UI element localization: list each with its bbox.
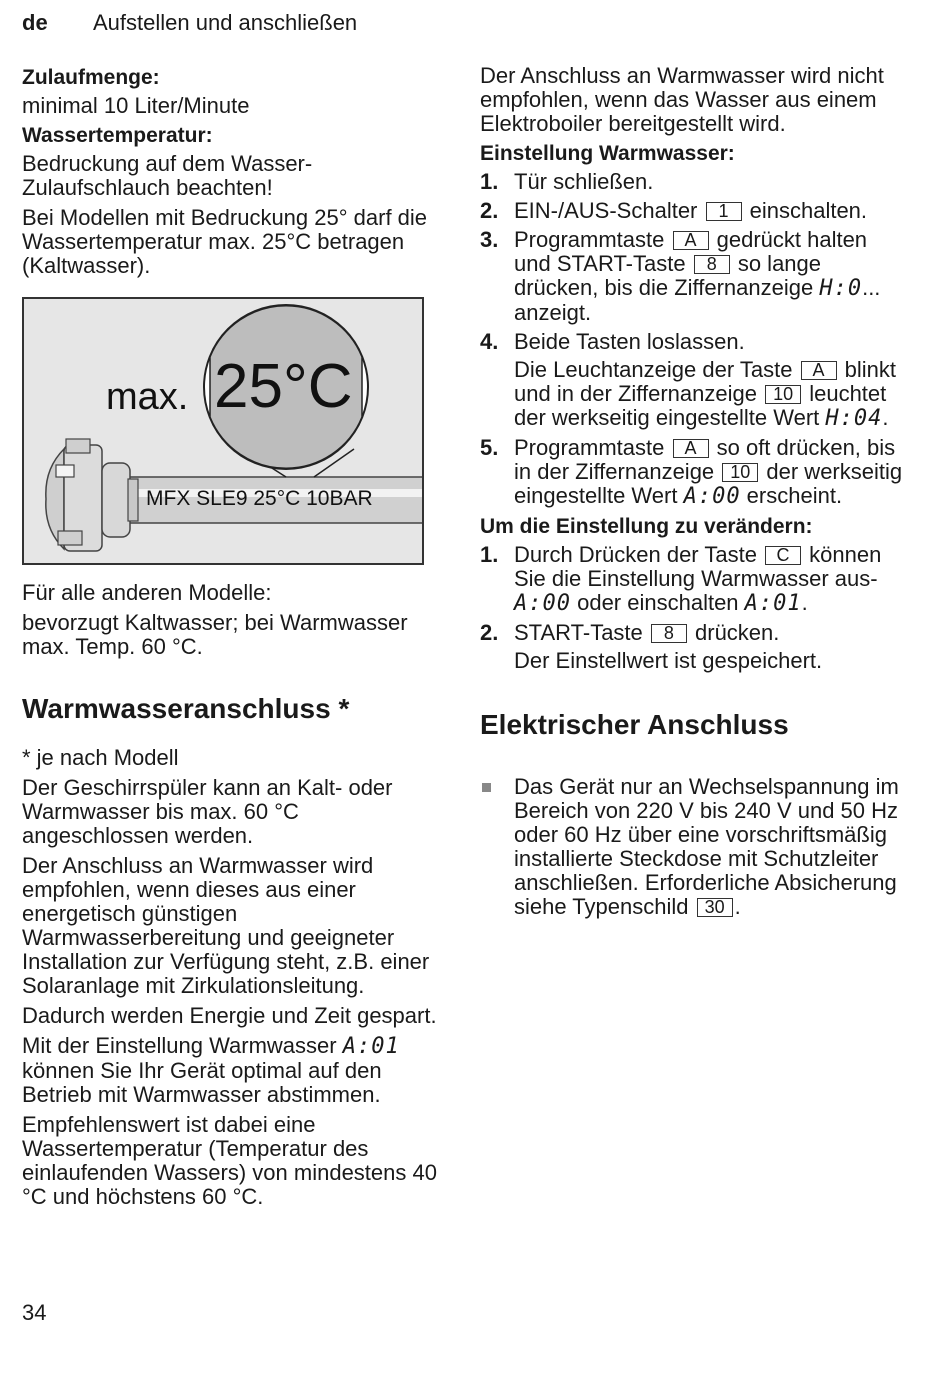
left-column [22, 64, 442, 284]
left-column-lower [22, 581, 442, 1215]
display-code: H:04 [825, 406, 883, 431]
change-step-2-continued: Der Einstellwert ist gespeichert. [514, 648, 823, 673]
other-models-heading: Für alle anderen Modelle: [22, 580, 272, 605]
key-label: C [765, 546, 801, 565]
key-label: 8 [651, 624, 687, 643]
temperature-limit-text: Bei Modellen mit Bedruckung 25° darf die Wassertemperatur max. 25°C betragen (Kaltwasser). [22, 205, 428, 278]
warmwater-p5: Empfehlenswert ist dabei eine Wassertemperatur (Temperatur des einlaufenden Wassers) von mindestens 40 °C und höchstens 60 °C. [22, 1112, 437, 1209]
step-2: 2. EIN-/AUS-Schalter 1 einschalten. [480, 198, 868, 223]
key-label: A [673, 231, 709, 250]
display-code: A:01 [342, 1034, 400, 1059]
max-label: max. [106, 376, 189, 418]
temperature-note: Bedruckung auf dem Wasser-Zulaufschlauch beachten! [22, 151, 313, 200]
hose-illustration [22, 297, 424, 565]
step-4: 4. Beide Tasten loslassen. [480, 329, 745, 354]
temperature-heading: Wassertemperatur: [22, 124, 213, 147]
bullet-square [482, 783, 491, 792]
step-5: 5. Programmtaste A so oft drücken, bis in der Ziffernanzeige 10 der werkseitig eingestellte Wert A:00 erscheint. [480, 435, 903, 509]
warmwater-p2: Der Anschluss an Warmwasser wird empfohlen, wenn dieses aus einer energetisch günstigen Warmwasserbereitung und geeigneter Installation zur Verfügung steht, z.B. einer Solaranlage mit Zirkulationsleitung. [22, 853, 430, 998]
warmwater-p3: Dadurch werden Energie und Zeit gespart. [22, 1003, 437, 1028]
other-models-text: bevorzugt Kaltwasser; bei Warmwasser max. Temp. 60 °C. [22, 610, 408, 659]
chapter-title: Aufstellen und anschließen [93, 10, 358, 35]
warmwater-p4: Mit der Einstellung Warmwasser A:01 können Sie Ihr Gerät optimal auf den Betrieb mit Warmwasser abstimmen. [22, 1033, 400, 1107]
footnote: * je nach Modell [22, 745, 179, 770]
page-number: 34 [22, 1300, 47, 1325]
language-code: de [22, 10, 48, 35]
key-label: 10 [722, 463, 758, 482]
setting-heading: Einstellung Warmwasser: [480, 142, 735, 165]
zulauf-text: minimal 10 Liter/Minute [22, 93, 250, 118]
electrical-heading: Elektrischer Anschluss [480, 709, 789, 740]
warmwater-p1: Der Geschirrspüler kann an Kalt- oder Warmwasser bis max. 60 °C angeschlossen werden. [22, 775, 393, 848]
key-label: 8 [694, 255, 730, 274]
change-step-1: 1. Durch Drücken der Taste C können Sie die Einstellung Warmwasser aus- A:00 oder einschalten A:01. [480, 542, 882, 616]
display-code: A:00 [683, 484, 741, 509]
hose-svg [24, 299, 424, 565]
temperature-label: 25°C [214, 352, 353, 421]
electrical-bullet: Das Gerät nur an Wechselspannung im Bereich von 220 V bis 240 V und 50 Hz oder 60 Hz über eine vorschriftsmäßig installierte Steckdose mit Schutzleiter anschließen. Erforderliche Absicherung siehe Typenschild 30 . [480, 775, 905, 919]
step-4-continued: Die Leuchtanzeige der Taste A blinkt und in der Ziffernanzeige 10 leuchtet der werkseitig eingestellte Wert H:04. [514, 357, 897, 431]
step-1: 1. Tür schließen. [480, 169, 654, 194]
display-code: A:01 [744, 591, 802, 616]
change-step-2: 2. START-Taste 8 drücken. [480, 620, 780, 645]
display-code: H:0 [819, 276, 863, 301]
key-label: 1 [706, 202, 742, 221]
key-label: A [673, 439, 709, 458]
step-3: 3. Programmtaste A gedrückt halten und START-Taste 8 so lange drücken, bis die Ziffernanzeige H:0... anzeigt. [480, 227, 881, 325]
key-label: A [801, 361, 837, 380]
right-column [480, 64, 905, 919]
hose-print-label: MFX SLE9 25°C 10BAR [146, 487, 373, 510]
key-label: 30 [697, 898, 733, 917]
change-heading: Um die Einstellung zu verändern: [480, 515, 813, 538]
warmwater-heading: Warmwasseranschluss * [22, 693, 350, 724]
zulauf-heading: Zulaufmenge: [22, 66, 160, 89]
key-label: 10 [765, 385, 801, 404]
display-code: A:00 [514, 591, 571, 616]
boiler-note: Der Anschluss an Warmwasser wird nicht empfohlen, wenn das Wasser aus einem Elektroboiler bereitgestellt wird. [480, 63, 884, 136]
